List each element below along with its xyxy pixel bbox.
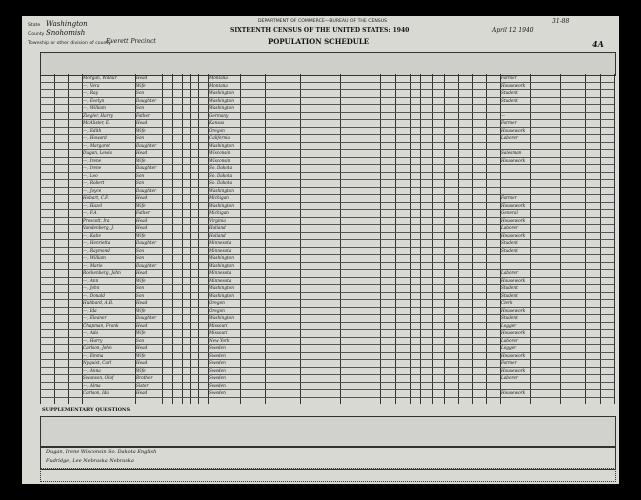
cell-birthplace: Washington bbox=[209, 285, 234, 290]
cell-relation: Daughter bbox=[136, 142, 157, 148]
cell-birthplace: Sweden bbox=[209, 390, 226, 395]
cell-birthplace: Wisconsin bbox=[209, 157, 231, 163]
table-row bbox=[40, 285, 614, 290]
table-row bbox=[40, 105, 614, 110]
cell-name: —, Hazel bbox=[83, 202, 103, 208]
cell-relation: Son bbox=[136, 172, 145, 178]
table-row bbox=[40, 113, 614, 118]
cell-occupation: Housework bbox=[501, 352, 526, 358]
cell-name: —, Raymond bbox=[83, 247, 110, 253]
department-line: DEPARTMENT OF COMMERCE—BUREAU OF THE CENSUS bbox=[258, 19, 387, 24]
table-row bbox=[40, 323, 614, 328]
cell-birthplace: Sweden bbox=[209, 352, 226, 358]
township-value: Everett Precinct bbox=[106, 38, 156, 45]
table-row bbox=[40, 368, 614, 373]
cell-birthplace: Kansas bbox=[209, 120, 225, 125]
cell-occupation: Student bbox=[501, 90, 518, 95]
cell-occupation: Student bbox=[501, 247, 518, 253]
cell-occupation: Housework bbox=[501, 127, 526, 133]
cell-occupation: Student bbox=[501, 285, 518, 290]
cell-name: —, Donald bbox=[83, 292, 105, 298]
cell-occupation: Housework bbox=[501, 217, 526, 223]
cell-birthplace: Missouri bbox=[209, 322, 228, 328]
cell-relation: Head bbox=[136, 345, 148, 350]
cell-relation: Head bbox=[136, 300, 148, 305]
cell-occupation: Housework bbox=[501, 202, 526, 208]
cell-birthplace: Washington bbox=[209, 262, 234, 268]
cell-birthplace: Montana bbox=[209, 82, 228, 88]
cell-relation: Wife bbox=[136, 330, 146, 335]
cell-relation: Head bbox=[136, 75, 148, 80]
table-row bbox=[40, 330, 614, 335]
cell-birthplace: Missouri bbox=[209, 330, 228, 335]
cell-occupation: Salesman bbox=[501, 150, 522, 155]
cell-name: —, William bbox=[83, 105, 106, 110]
cell-relation: Wife bbox=[136, 277, 146, 283]
cell-relation: Brother bbox=[136, 375, 153, 380]
state-value: Washington bbox=[46, 20, 88, 28]
cell-occupation: Student bbox=[501, 97, 518, 103]
cell-name: Ziegler, Harry bbox=[83, 112, 113, 118]
cell-relation: Son bbox=[136, 180, 145, 185]
cell-name: —, Henrietta bbox=[83, 240, 111, 245]
table-row bbox=[40, 128, 614, 133]
supplementary-row-1: Dugan, Irene Wisconsin So. Dakota English bbox=[46, 449, 157, 455]
census-sheet bbox=[22, 16, 619, 484]
cell-occupation: Student bbox=[501, 315, 518, 320]
cell-name: —, Robert bbox=[83, 180, 105, 185]
state-label: State bbox=[28, 23, 41, 28]
cell-name: Morgan, Wilbur bbox=[83, 75, 117, 80]
cell-name: —, Eleanor bbox=[83, 315, 107, 320]
table-row bbox=[40, 360, 614, 365]
cell-name: Prescott, Ira bbox=[83, 217, 110, 223]
cell-occupation: Logger bbox=[501, 345, 517, 350]
cell-name: —, Irene bbox=[83, 157, 102, 163]
cell-name: —, Irene bbox=[83, 165, 102, 170]
cell-birthplace: So. Dakota bbox=[209, 172, 233, 178]
cell-occupation: Housework bbox=[501, 307, 526, 313]
cell-relation: Wife bbox=[136, 202, 146, 208]
cell-birthplace: Washington bbox=[209, 97, 234, 103]
cell-relation: Head bbox=[136, 390, 148, 395]
cell-relation: Daughter bbox=[136, 97, 157, 103]
table-row bbox=[40, 233, 614, 238]
table-row bbox=[40, 240, 614, 245]
table-row bbox=[40, 375, 614, 380]
cell-name: —, Ada bbox=[83, 330, 99, 335]
cell-name: —, Marie bbox=[83, 262, 103, 268]
cell-name: —, Howard bbox=[83, 135, 107, 140]
cell-birthplace: Oregon bbox=[209, 307, 225, 313]
cell-occupation: Student bbox=[501, 240, 518, 245]
cell-occupation: Farmer bbox=[501, 195, 517, 200]
cell-relation: Wife bbox=[136, 82, 146, 88]
instructions-block bbox=[40, 468, 616, 482]
table-row bbox=[40, 98, 614, 103]
cell-birthplace: Washington bbox=[209, 105, 234, 110]
cell-name: —, F.A. bbox=[83, 210, 98, 215]
cell-relation: Father bbox=[136, 112, 150, 118]
cell-birthplace: Washington bbox=[209, 90, 234, 95]
cell-name: Vandenberg, J. bbox=[83, 225, 114, 230]
cell-occupation: Housework bbox=[501, 390, 526, 395]
cell-name: Chapman, Frank bbox=[83, 322, 119, 328]
cell-occupation: Logger bbox=[501, 322, 517, 328]
cell-occupation: Clerk bbox=[501, 300, 513, 305]
cell-relation: Daughter bbox=[136, 165, 157, 170]
cell-birthplace: Oregon bbox=[209, 300, 225, 305]
cell-birthplace: So. Dakota bbox=[209, 180, 233, 185]
cell-name: —, Ann bbox=[83, 277, 99, 283]
supplementary-header bbox=[40, 416, 616, 448]
county-label: County bbox=[28, 32, 45, 37]
cell-relation: Son bbox=[136, 337, 145, 343]
cell-relation: Head bbox=[136, 270, 148, 275]
cell-relation: Wife bbox=[136, 157, 146, 163]
cell-name: —, Emma bbox=[83, 352, 104, 358]
cell-name: —, Edith bbox=[83, 127, 102, 133]
table-row bbox=[40, 353, 614, 358]
cell-birthplace: Washington bbox=[209, 187, 234, 193]
cell-relation: Daughter bbox=[136, 240, 157, 245]
cell-name: —, Harry bbox=[83, 337, 103, 343]
cell-occupation: Housework bbox=[501, 330, 526, 335]
table-row bbox=[40, 255, 614, 260]
table-row bbox=[40, 338, 614, 343]
table-row bbox=[40, 120, 614, 125]
column-header-block bbox=[40, 52, 616, 76]
cell-name: Swanson, Olof bbox=[83, 375, 114, 380]
table-row bbox=[40, 135, 614, 140]
cell-name: —, Leo bbox=[83, 172, 98, 178]
cell-relation: Head bbox=[136, 120, 148, 125]
cell-occupation: Housework bbox=[501, 157, 526, 163]
cell-name: Carlson, John bbox=[83, 345, 112, 350]
cell-relation: Wife bbox=[136, 352, 146, 358]
cell-name: —, Joyce bbox=[83, 187, 102, 193]
cell-occupation: Housework bbox=[501, 277, 526, 283]
cell-birthplace: New York bbox=[209, 337, 230, 343]
cell-occupation: Laborer bbox=[501, 135, 518, 140]
cell-relation: Wife bbox=[136, 367, 146, 373]
table-row bbox=[40, 345, 614, 350]
census-title: SIXTEENTH CENSUS OF THE UNITED STATES: 1940 bbox=[230, 27, 410, 34]
cell-relation: Head bbox=[136, 217, 148, 223]
cell-birthplace: Michigan bbox=[209, 195, 229, 200]
cell-name: —, Evelyn bbox=[83, 97, 105, 103]
population-table bbox=[40, 74, 614, 404]
cell-relation: Daughter bbox=[136, 187, 157, 193]
table-row bbox=[40, 383, 614, 388]
table-row bbox=[40, 180, 614, 185]
cell-birthplace: So. Dakota bbox=[209, 165, 233, 170]
cell-birthplace: Sweden bbox=[209, 382, 226, 388]
table-row bbox=[40, 210, 614, 215]
supplementary-row-2: Fudridge, Lee Nebraska Nebraska bbox=[46, 458, 134, 464]
table-row bbox=[40, 83, 614, 88]
cell-name: Hubbard, A.B. bbox=[83, 300, 114, 305]
cell-birthplace: Sweden bbox=[209, 345, 226, 350]
cell-name: —, Alma bbox=[83, 382, 101, 388]
table-row bbox=[40, 75, 614, 80]
cell-relation: Son bbox=[136, 255, 145, 260]
sheet-number: 4A bbox=[592, 39, 604, 49]
cell-birthplace: Michigan bbox=[209, 210, 229, 215]
table-row bbox=[40, 158, 614, 163]
ed-number: 31-88 bbox=[552, 18, 570, 25]
county-value: Snohomish bbox=[46, 29, 86, 37]
cell-relation: Head bbox=[136, 360, 148, 365]
cell-occupation: Laborer bbox=[501, 270, 518, 275]
cell-name: —, Vera bbox=[83, 82, 100, 88]
cell-relation: Head bbox=[136, 225, 148, 230]
table-row bbox=[40, 315, 614, 320]
cell-relation: Wife bbox=[136, 307, 146, 313]
cell-relation: Wife bbox=[136, 127, 146, 133]
cell-occupation: Student bbox=[501, 292, 518, 298]
table-row bbox=[40, 270, 614, 275]
cell-birthplace: Minnesota bbox=[209, 240, 232, 245]
table-row bbox=[40, 218, 614, 223]
cell-name: —, Anna bbox=[83, 367, 101, 373]
cell-birthplace: Oregon bbox=[209, 127, 225, 133]
cell-relation: Son bbox=[136, 292, 145, 298]
table-row bbox=[40, 188, 614, 193]
cell-occupation: Housework bbox=[501, 82, 526, 88]
cell-relation: Son bbox=[136, 90, 145, 95]
cell-relation: Father bbox=[136, 210, 150, 215]
column-rule bbox=[614, 74, 615, 404]
cell-occupation: Laborer bbox=[501, 225, 518, 230]
cell-birthplace: Sweden bbox=[209, 375, 226, 380]
cell-occupation: Laborer bbox=[501, 337, 518, 343]
table-row bbox=[40, 225, 614, 230]
table-row bbox=[40, 150, 614, 155]
township-label: Township or other division of county bbox=[28, 41, 111, 46]
cell-occupation: — bbox=[501, 112, 506, 118]
cell-relation: Wife bbox=[136, 232, 146, 238]
cell-relation: Head bbox=[136, 150, 148, 155]
cell-birthplace: Washington bbox=[209, 142, 234, 148]
cell-name: —, Margaret bbox=[83, 142, 110, 148]
cell-birthplace: Germany bbox=[209, 112, 229, 118]
cell-birthplace: Washington bbox=[209, 255, 234, 260]
schedule-title: POPULATION SCHEDULE bbox=[268, 37, 370, 46]
table-row bbox=[40, 173, 614, 178]
cell-birthplace: Holland bbox=[209, 225, 226, 230]
table-row bbox=[40, 293, 614, 298]
cell-birthplace: Minnesota bbox=[209, 270, 232, 275]
cell-birthplace: Minnesota bbox=[209, 247, 232, 253]
cell-occupation: Laborer bbox=[501, 375, 518, 380]
cell-relation: Head bbox=[136, 195, 148, 200]
cell-birthplace: Montana bbox=[209, 75, 228, 80]
cell-name: McAlister, E. bbox=[83, 120, 111, 125]
table-row bbox=[40, 143, 614, 148]
cell-name: Nyquist, Carl bbox=[83, 360, 112, 365]
cell-birthplace: Minnesota bbox=[209, 277, 232, 283]
cell-birthplace: Sweden bbox=[209, 367, 226, 373]
table-row bbox=[40, 390, 614, 395]
cell-birthplace: Washington bbox=[209, 202, 234, 208]
cell-name: —, William bbox=[83, 255, 106, 260]
cell-relation: Son bbox=[136, 135, 145, 140]
table-row bbox=[40, 248, 614, 253]
cell-birthplace: Sweden bbox=[209, 360, 226, 365]
table-row bbox=[40, 300, 614, 305]
cell-occupation: Farmer bbox=[501, 120, 517, 125]
cell-occupation: Farmer bbox=[501, 75, 517, 80]
cell-name: Hobart, C.F. bbox=[83, 195, 109, 200]
cell-occupation: General bbox=[501, 210, 518, 215]
cell-birthplace: Virginia bbox=[209, 217, 226, 223]
cell-relation: Daughter bbox=[136, 262, 157, 268]
table-row bbox=[40, 90, 614, 95]
cell-occupation: Farmer bbox=[501, 360, 517, 365]
table-row bbox=[40, 203, 614, 208]
cell-birthplace: Washington bbox=[209, 315, 234, 320]
cell-name: —, Katie bbox=[83, 232, 101, 238]
supplementary-title: SUPPLEMENTARY QUESTIONS bbox=[42, 407, 131, 413]
cell-name: —, Ida bbox=[83, 307, 97, 313]
table-row bbox=[40, 263, 614, 268]
cell-birthplace: California bbox=[209, 135, 230, 140]
table-row bbox=[40, 195, 614, 200]
cell-relation: Son bbox=[136, 247, 145, 253]
cell-birthplace: Washington bbox=[209, 292, 234, 298]
cell-birthplace: Wisconsin bbox=[209, 150, 231, 155]
cell-relation: Sister bbox=[136, 382, 149, 388]
table-row bbox=[40, 308, 614, 313]
cell-name: Dugan, Lewis bbox=[83, 150, 112, 155]
cell-name: —, John bbox=[83, 285, 100, 290]
cell-occupation: Housework bbox=[501, 367, 526, 373]
cell-name: Carlson, Ida bbox=[83, 390, 109, 395]
cell-birthplace: Holland bbox=[209, 232, 226, 238]
enum-date: April 12 1940 bbox=[492, 27, 534, 34]
table-row bbox=[40, 165, 614, 170]
cell-relation: Son bbox=[136, 285, 145, 290]
cell-name: —, Ray bbox=[83, 90, 98, 95]
cell-relation: Head bbox=[136, 322, 148, 328]
cell-occupation: Housework bbox=[501, 232, 526, 238]
cell-name: Rockenberg, John bbox=[83, 270, 121, 275]
cell-relation: Son bbox=[136, 105, 145, 110]
table-row bbox=[40, 278, 614, 283]
supplementary-section bbox=[40, 406, 614, 482]
cell-relation: Daughter bbox=[136, 315, 157, 320]
